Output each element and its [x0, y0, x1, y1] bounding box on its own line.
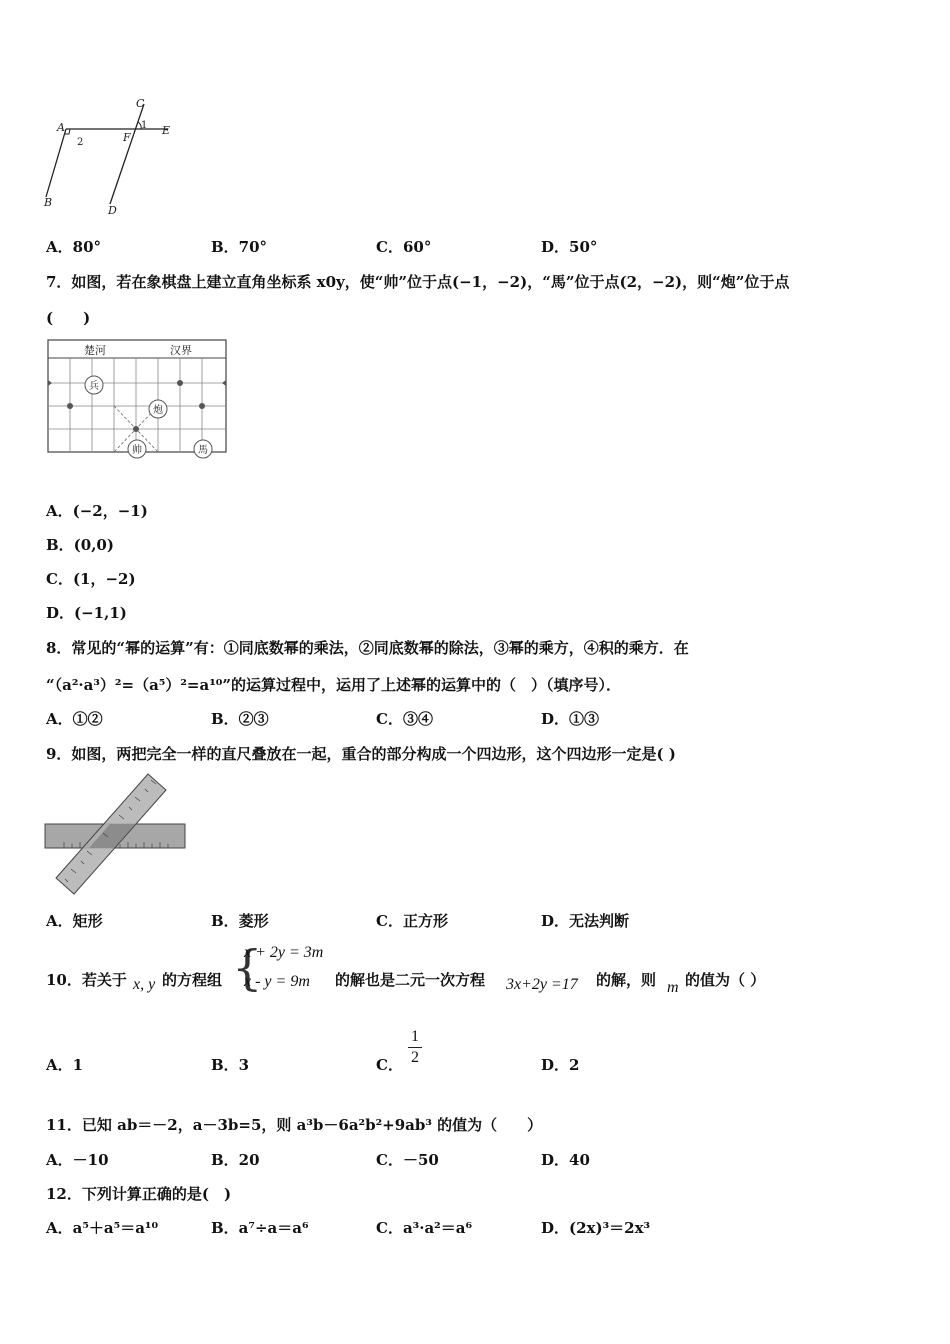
line-cd	[110, 104, 144, 204]
chess-board-figure	[46, 338, 230, 464]
q11-stem: 11．已知 ab＝－2，a－3b=5，则 a³b－6a²b²+9ab³ 的值为（ ）	[46, 1116, 543, 1134]
label-c: C	[136, 97, 145, 110]
q12-option-a[interactable]: A．a⁵＋a⁵＝a¹⁰	[46, 1219, 159, 1237]
label-angle-1: 1	[141, 120, 148, 131]
q11-option-c[interactable]: C．－50	[376, 1151, 439, 1169]
label-a: A	[57, 121, 65, 134]
q8-option-b[interactable]: B．②③	[211, 710, 269, 728]
label-d: D	[108, 204, 117, 217]
label-f: F	[123, 131, 131, 144]
q9-option-a[interactable]: A．矩形	[46, 912, 103, 930]
system-brace: {	[232, 940, 263, 996]
q10-equation-3: 3x+2y =17	[506, 976, 578, 993]
q10-option-c[interactable]: C．	[376, 1056, 403, 1074]
q8-expression-line: “（a²·a³）²=（a⁵）²=a¹⁰”的运算过程中，运用了上述幂的运算中的（ ）（填序号）．	[46, 676, 621, 694]
q10-option-a[interactable]: A．1	[46, 1056, 84, 1074]
q10-stem-a: 10．若关于	[46, 971, 127, 989]
piece-pao: 炮	[153, 405, 163, 416]
overlapping-rulers-figure	[44, 772, 190, 898]
q7-option-d[interactable]: D．(−1,1)	[46, 604, 127, 622]
q7-stem: 7．如图，若在象棋盘上建立直角坐标系 x0y，使“帅”位于点(−1，−2)，“馬”位于点(2，−2)，则“炮”位于点	[46, 273, 790, 291]
q8-option-c[interactable]: C．③④	[376, 710, 433, 728]
q6-option-a[interactable]: A．80°	[46, 238, 102, 256]
q12-option-c[interactable]: C．a³·a²＝a⁶	[376, 1219, 473, 1237]
q9-option-c[interactable]: C．正方形	[376, 912, 448, 930]
q6-option-b[interactable]: B．70°	[211, 238, 268, 256]
q6-option-d[interactable]: D．50°	[541, 238, 598, 256]
q9-stem: 9．如图，两把完全一样的直尺叠放在一起，重合的部分构成一个四边形，这个四边形一定是( )	[46, 745, 676, 763]
q10-equation-1: x + 2y = 3m	[244, 944, 324, 961]
q12-stem: 12．下列计算正确的是( )	[46, 1185, 232, 1203]
q10-equation-2: x - y = 9m	[244, 973, 310, 990]
q7-option-c[interactable]: C．(1，−2)	[46, 570, 136, 588]
q11-option-b[interactable]: B．20	[211, 1151, 260, 1169]
q7-option-a[interactable]: A．(−2，−1)	[46, 502, 148, 520]
board-label-chuhe: 楚河	[84, 344, 106, 357]
q9-option-d[interactable]: D．无法判断	[541, 912, 630, 930]
q10-option-c-fraction	[408, 1028, 422, 1067]
q11-option-d[interactable]: D．40	[541, 1151, 590, 1169]
label-b: B	[44, 196, 53, 209]
q10-vars: x, y	[133, 976, 156, 993]
q10-option-d[interactable]: D．2	[541, 1056, 580, 1074]
piece-shuai: 帅	[132, 445, 142, 456]
label-e: E	[162, 124, 171, 137]
q10-stem-b: 的方程组	[162, 971, 223, 989]
q11-option-a[interactable]: A．－10	[46, 1151, 109, 1169]
board-label-hanjie: 汉界	[170, 344, 192, 357]
q7-option-b[interactable]: B．(0,0)	[46, 536, 114, 554]
fraction-denominator: 2	[411, 1049, 419, 1066]
fraction-numerator: 1	[411, 1028, 419, 1045]
line-ab	[46, 129, 66, 197]
parallel-lines-figure	[38, 92, 188, 222]
piece-ma: 馬	[198, 445, 208, 456]
piece-bing: 兵	[89, 381, 99, 392]
q10-stem-d: 的解，则	[596, 971, 657, 989]
q10-stem-e: 的值为（ ）	[685, 971, 766, 989]
q10-option-b[interactable]: B．3	[211, 1056, 250, 1074]
label-angle-2: 2	[77, 137, 84, 148]
q6-option-c[interactable]: C．60°	[376, 238, 432, 256]
q8-option-d[interactable]: D．①③	[541, 710, 600, 728]
q10-stem-c: 的解也是二元一次方程	[335, 971, 486, 989]
q10-var-m: m	[667, 979, 679, 996]
fraction-bar	[408, 1047, 422, 1048]
q7-answer-paren: ( )	[46, 309, 91, 327]
q12-option-b[interactable]: B．a⁷÷a＝a⁶	[211, 1219, 309, 1237]
q8-option-a[interactable]: A．①②	[46, 710, 103, 728]
q8-stem: 8．常见的“幂的运算”有：①同底数幂的乘法，②同底数幂的除法，③幂的乘方，④积的乘方．在	[46, 639, 689, 657]
q9-option-b[interactable]: B．菱形	[211, 912, 269, 930]
q12-option-d[interactable]: D．(2x)³＝2x³	[541, 1219, 651, 1237]
